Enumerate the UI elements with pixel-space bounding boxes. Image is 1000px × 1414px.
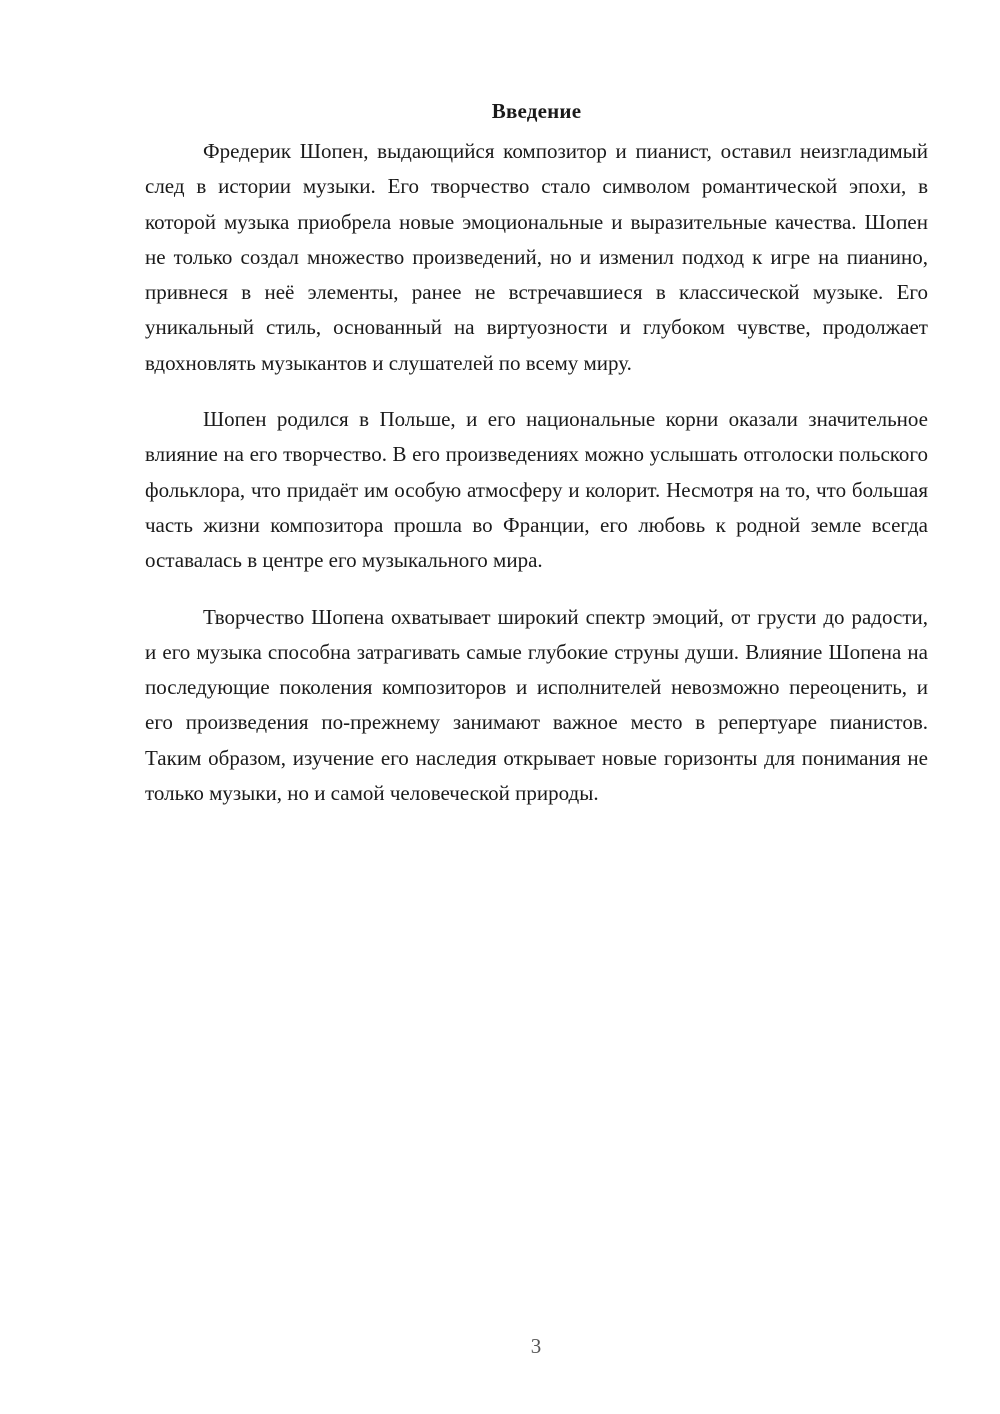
page-title: Введение <box>491 99 582 123</box>
paragraph-2: Шопен родился в Польше, и его национальные корни оказали значительное влияние на его творчество. В его произведениях можно услышать отголоски польского фольклора, что придаёт им особую атмосферу и колорит. Несмотря на то, что большая часть жизни композитора прошла во Франции, его любовь к родной земле всегда оставалась в центре его музыкального мира. <box>145 407 928 573</box>
paragraph-1: Фредерик Шопен, выдающийся композитор и пианист, оставил неизгладимый след в истории музыки. Его творчество стало символом романтической эпохи, в которой музыка приобрела новые эмоциональные и выразительные качества. Шопен не только создал множество произведений, но и изменил подход к игре на пианино, привнеся в неё элементы, ранее не встречавшиеся в классической музыке. Его уникальный стиль, основанный на виртуозности и глубоком чувстве, продолжает вдохновлять музыкантов и слушателей по всему миру. <box>145 139 928 375</box>
page-number: 3 <box>530 1334 542 1358</box>
page-content <box>145 95 928 832</box>
paragraph-3: Творчество Шопена охватывает широкий спектр эмоций, от грусти до радости, и его музыка способна затрагивать самые глубокие струны души. Влияние Шопена на последующие поколения композиторов и исполнителей невозможно переоценить, и его произведения по-прежнему занимают важное место в репертуаре пианистов. Таким образом, изучение его наследия открывает новые горизонты для понимания не только музыки, но и самой человеческой природы. <box>145 604 928 806</box>
